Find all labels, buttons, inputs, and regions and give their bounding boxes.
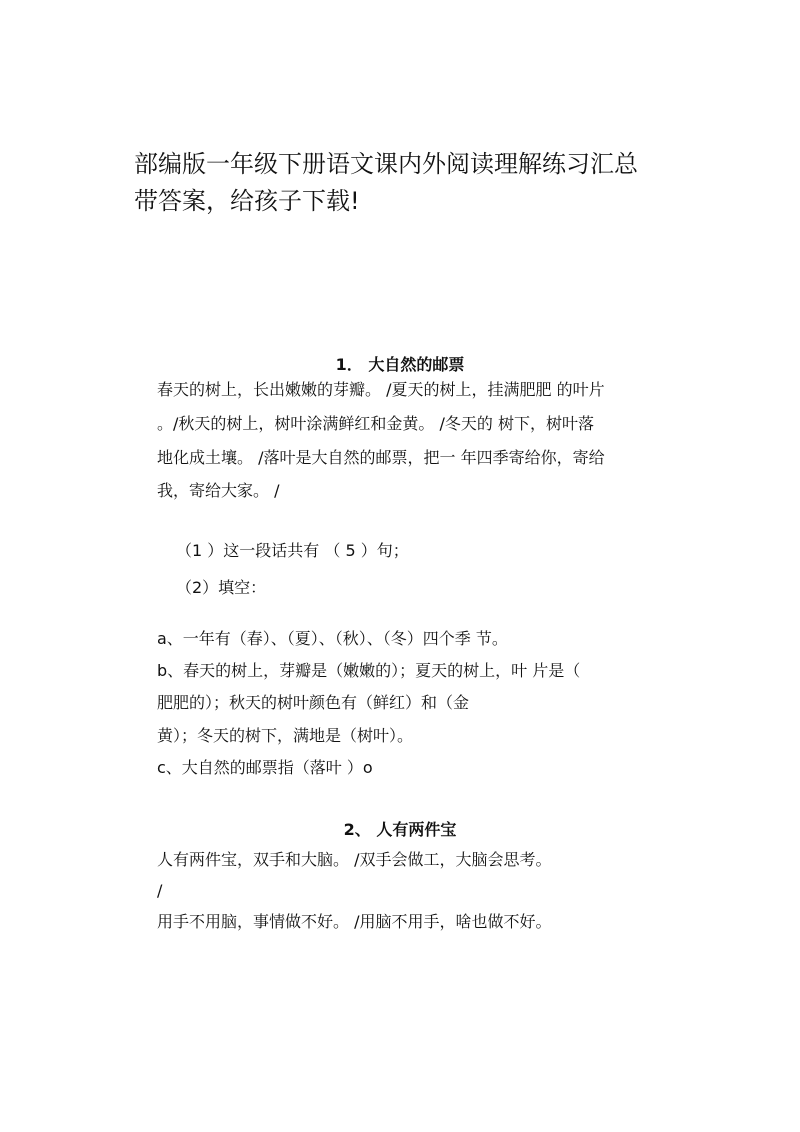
passage-line: 春天的树上，长出嫩嫩的芽瓣。 /夏天的树上，挂满肥肥 的叶片: [157, 380, 605, 399]
answer-line: 黄）；冬天的树下，满地是（树叶）。: [157, 726, 414, 745]
passage-line: 。/秋天的树上，树叶涂满鲜红和金黄。 /冬天的 树下，树叶落: [157, 414, 594, 433]
section-heading-1: 1． 大自然的邮票: [335, 355, 465, 374]
passage-line: 用手不用脑，事情做不好。 /用脑不用手，啥也做不好。: [157, 912, 552, 931]
passage-line: /: [157, 881, 163, 900]
answer-line: a、一年有（春）、（夏）、（秋）、（冬）四个季 节。: [157, 629, 508, 648]
answer-line: b、春天的树上，芽瓣是（嫩嫩的）；夏天的树上，叶 片是（: [157, 661, 581, 680]
answer-line: 肥肥的）；秋天的树叶颜色有（鲜红）和（金: [157, 693, 470, 712]
passage-line: 我，寄给大家。 /: [157, 481, 280, 500]
section-heading-2: 2、 人有两件宝: [343, 820, 457, 839]
question-1: （1 ）这一段话共有 （ 5 ）句；: [176, 541, 409, 560]
question-2: （2）填空：: [176, 578, 267, 597]
document-title: 部编版一年级下册语文课内外阅读理解练习汇总带答案，给孩子下载!: [134, 150, 638, 215]
passage-line: 地化成土壤。 /落叶是大自然的邮票，把一 年四季寄给你，寄给: [157, 448, 605, 467]
passage-line: 人有两件宝，双手和大脑。 /双手会做工，大脑会思考。: [157, 850, 552, 869]
answer-line: c、大自然的邮票指（落叶 ）o: [157, 758, 373, 777]
